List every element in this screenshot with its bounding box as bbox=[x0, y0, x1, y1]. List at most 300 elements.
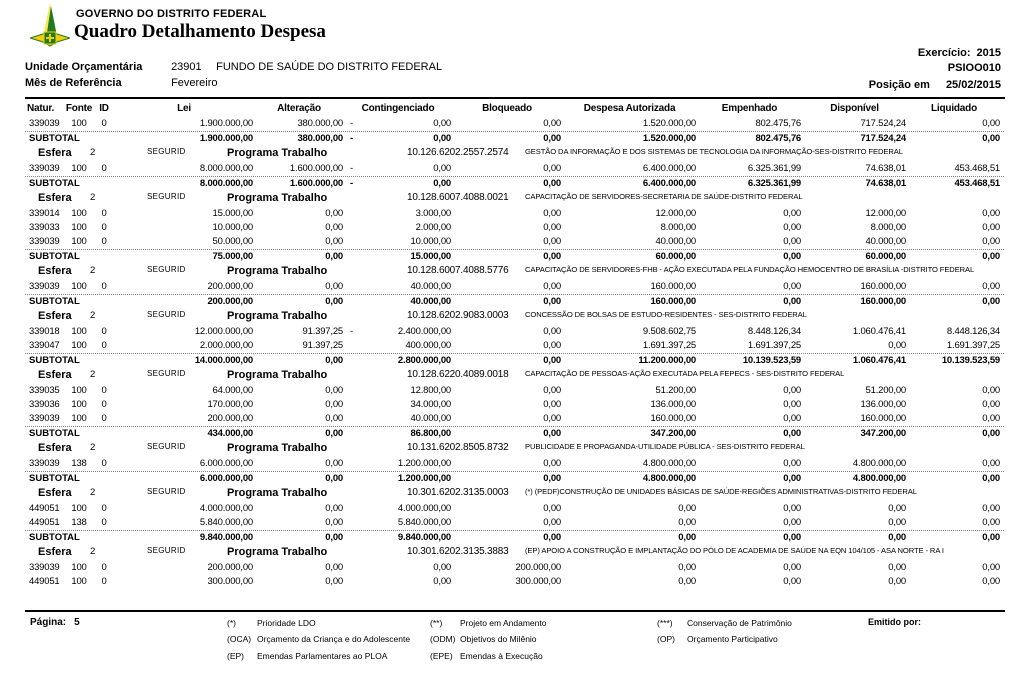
esfera-row bbox=[25, 485, 1004, 502]
cell: 100 bbox=[71, 503, 87, 514]
cell: 0 bbox=[101, 222, 107, 233]
cell: 8.000,00 bbox=[660, 222, 696, 233]
col-header-2: ID bbox=[99, 103, 109, 114]
cell: 717.524,24 bbox=[860, 133, 906, 144]
programa-trabalho-label: Programa Trabalho bbox=[227, 487, 328, 499]
esfera-value: 2 bbox=[90, 442, 96, 453]
table-row bbox=[25, 207, 1004, 221]
esfera-sphere: SEGURID bbox=[147, 192, 186, 201]
legend-tag: (***) bbox=[657, 618, 673, 628]
table-row bbox=[25, 162, 1004, 176]
cell: 449051 bbox=[29, 503, 60, 514]
cell: 138 bbox=[71, 458, 87, 469]
posicao bbox=[869, 78, 1001, 93]
cell: 0,00 bbox=[543, 208, 561, 219]
programa-trabalho-code: 10.126.6202.2557.2574 bbox=[407, 147, 509, 158]
cell: 347.200,00 bbox=[650, 428, 696, 439]
esfera-row bbox=[25, 145, 1004, 162]
table-row bbox=[25, 502, 1004, 516]
programa-trabalho-desc: PUBLICIDADE E PROPAGANDA-UTILIDADE PÚBLICA - SES-DISTRITO FEDERAL bbox=[525, 442, 805, 451]
programa-trabalho-desc: CONCESSÃO DE BOLSAS DE ESTUDO-RESIDENTES - SES-DISTRITO FEDERAL bbox=[525, 310, 807, 319]
cell: 4.800.000,00 bbox=[642, 458, 696, 469]
cell: 0,00 bbox=[325, 562, 343, 573]
legend-item bbox=[227, 615, 410, 631]
esfera-sphere: SEGURID bbox=[147, 147, 186, 156]
cell: 0,00 bbox=[982, 281, 1000, 292]
esfera-row bbox=[25, 544, 1004, 561]
col-header-5: Contingenciado bbox=[361, 103, 435, 114]
cell: 100 bbox=[71, 222, 87, 233]
cell: 1.691.397,25 bbox=[946, 340, 1000, 351]
cell: 0,00 bbox=[783, 458, 801, 469]
cell: 339039 bbox=[29, 236, 60, 247]
cell: 6.400.000,00 bbox=[642, 163, 696, 174]
programa-trabalho-label: Programa Trabalho bbox=[227, 147, 328, 159]
cell: 0,00 bbox=[543, 385, 561, 396]
esfera-row bbox=[25, 367, 1004, 384]
cell: 0,00 bbox=[982, 296, 1000, 307]
cell: 0,00 bbox=[325, 355, 343, 366]
esfera-row bbox=[25, 263, 1004, 280]
programa-trabalho-code: 10.301.6202.3135.3883 bbox=[407, 546, 509, 557]
cell: 1.600.000,00 - bbox=[289, 163, 353, 174]
cell: 14.000.000,00 bbox=[194, 355, 253, 366]
table-row bbox=[25, 325, 1004, 339]
subtotal-row bbox=[25, 249, 1004, 263]
cell: 0,00 bbox=[325, 532, 343, 543]
col-header-0: Natur. bbox=[27, 103, 55, 114]
cell: 1.520.000,00 bbox=[642, 133, 696, 144]
cell: 1.200.000,00 bbox=[397, 458, 451, 469]
programa-trabalho-label: Programa Trabalho bbox=[227, 192, 328, 204]
cell: 6.325.361,99 bbox=[747, 163, 801, 174]
unidade-name: FUNDO DE SAÚDE DO DISTRITO FEDERAL bbox=[216, 61, 443, 73]
cell: 0,00 bbox=[783, 532, 801, 543]
emitido-por-label: Emitido por: bbox=[868, 617, 921, 627]
header-divider bbox=[25, 97, 1005, 99]
cell: 0,00 bbox=[543, 178, 561, 189]
esfera-value: 2 bbox=[90, 369, 96, 380]
programa-trabalho-code: 10.128.6220.4089.0018 bbox=[407, 369, 509, 380]
subtotal-label: SUBTOTAL bbox=[29, 251, 80, 262]
cell: 0,00 bbox=[982, 385, 1000, 396]
cell: 1.060.476,41 bbox=[852, 355, 906, 366]
cell: 5.840.000,00 bbox=[199, 517, 253, 528]
cell: 51.200,00 bbox=[655, 385, 696, 396]
programa-trabalho-label: Programa Trabalho bbox=[227, 310, 328, 322]
cell: 0,00 bbox=[783, 503, 801, 514]
cell: 100 bbox=[71, 385, 87, 396]
mes-value: Fevereiro bbox=[171, 77, 218, 89]
cell: 8.448.126,34 bbox=[747, 326, 801, 337]
header-right bbox=[869, 46, 1001, 93]
cell: 802.475,76 bbox=[755, 118, 801, 129]
legend-text: Orçamento Participativo bbox=[687, 634, 778, 645]
cell: 339036 bbox=[29, 399, 60, 410]
cell: 9.508.602,75 bbox=[642, 326, 696, 337]
subtotal-label: SUBTOTAL bbox=[29, 133, 80, 144]
col-header-1: Fonte bbox=[65, 103, 93, 114]
cell: 4.000.000,00 bbox=[397, 503, 451, 514]
esfera-value: 2 bbox=[90, 546, 96, 557]
cell: 86.800,00 bbox=[410, 428, 451, 439]
cell: 339039 bbox=[29, 281, 60, 292]
cell: 9.840.000,00 bbox=[397, 532, 451, 543]
cell: 40.000,00 bbox=[410, 281, 451, 292]
cell: 0,00 bbox=[325, 281, 343, 292]
programa-trabalho-desc: CAPACITAÇÃO DE PESSOAS-AÇÃO EXECUTADA PELA FEPECS - SES-DISTRITO FEDERAL bbox=[525, 369, 845, 378]
subtotal-row bbox=[25, 353, 1004, 367]
cell: 1.900.000,00 bbox=[199, 133, 253, 144]
cell: 100 bbox=[71, 281, 87, 292]
cell: 100 bbox=[71, 208, 87, 219]
cell: 0 bbox=[101, 326, 107, 337]
esfera-label: Esfera bbox=[38, 147, 72, 159]
cell: 0,00 bbox=[783, 562, 801, 573]
cell: 0,00 bbox=[543, 281, 561, 292]
cell: 0,00 bbox=[325, 399, 343, 410]
esfera-label: Esfera bbox=[38, 442, 72, 454]
cell: 8.448.126,34 bbox=[946, 326, 1000, 337]
cell: 4.800.000,00 bbox=[642, 473, 696, 484]
cell: 0,00 bbox=[433, 118, 451, 129]
cell: 339033 bbox=[29, 222, 60, 233]
legend-item bbox=[430, 615, 546, 631]
cell: 339039 bbox=[29, 562, 60, 573]
cell: 0,00 bbox=[325, 251, 343, 262]
cell: 51.200,00 bbox=[865, 385, 906, 396]
cell: 15.000,00 bbox=[410, 251, 451, 262]
cell: 10.139.523,59 bbox=[742, 355, 801, 366]
cell: 6.400.000,00 bbox=[642, 178, 696, 189]
cell: 60.000,00 bbox=[865, 251, 906, 262]
cell: 0,00 bbox=[325, 503, 343, 514]
pagina-label: Página: bbox=[30, 617, 67, 628]
legend-text: Emendas Parlamentares ao PLOA bbox=[257, 650, 388, 661]
cell: 0,00 bbox=[325, 473, 343, 484]
esfera-label: Esfera bbox=[38, 487, 72, 499]
legend-tag: (ODM) bbox=[430, 634, 456, 645]
cell: 136.000,00 bbox=[860, 399, 906, 410]
table-row bbox=[25, 280, 1004, 294]
cell: 0,00 bbox=[982, 532, 1000, 543]
cell: 160.000,00 bbox=[650, 281, 696, 292]
subtotal-row bbox=[25, 176, 1004, 190]
cell: 0 bbox=[101, 281, 107, 292]
cell: 0,00 bbox=[325, 413, 343, 424]
cell: 1.691.397,25 bbox=[747, 340, 801, 351]
cell: 0,00 bbox=[982, 118, 1000, 129]
gdf-logo-icon bbox=[30, 3, 70, 48]
cell: 160.000,00 bbox=[860, 296, 906, 307]
cell: 12.000.000,00 bbox=[194, 326, 253, 337]
cell: 0 bbox=[101, 208, 107, 219]
cell: 74.638,01 bbox=[865, 178, 906, 189]
cell: 0,00 bbox=[982, 413, 1000, 424]
report-code: PSIOO010 bbox=[947, 62, 1001, 74]
cell: 0,00 bbox=[888, 517, 906, 528]
cell: 0,00 bbox=[783, 236, 801, 247]
cell: 347.200,00 bbox=[860, 428, 906, 439]
cell: 200.000,00 bbox=[207, 281, 253, 292]
cell: 0,00 bbox=[543, 413, 561, 424]
cell: 0,00 bbox=[783, 296, 801, 307]
cell: 0,00 bbox=[982, 503, 1000, 514]
unidade-orcamentaria bbox=[25, 61, 442, 73]
cell: 100 bbox=[71, 236, 87, 247]
cell: 0,00 bbox=[982, 562, 1000, 573]
cell: 4.800.000,00 bbox=[852, 458, 906, 469]
cell: 0,00 bbox=[783, 517, 801, 528]
cell: 300.000,00 bbox=[515, 576, 561, 587]
esfera-sphere: SEGURID bbox=[147, 310, 186, 319]
esfera-row bbox=[25, 308, 1004, 325]
cell: 2.400.000,00 bbox=[397, 326, 451, 337]
cell: 0,00 bbox=[783, 208, 801, 219]
cell: 0,00 bbox=[543, 251, 561, 262]
esfera-label: Esfera bbox=[38, 192, 72, 204]
cell: 0,00 bbox=[982, 236, 1000, 247]
col-header-4: Alteração bbox=[277, 103, 321, 114]
cell: 0,00 bbox=[433, 133, 451, 144]
esfera-sphere: SEGURID bbox=[147, 487, 186, 496]
cell: 0,00 bbox=[543, 133, 561, 144]
table-row bbox=[25, 384, 1004, 398]
cell: 0,00 bbox=[543, 163, 561, 174]
cell: 0,00 bbox=[325, 458, 343, 469]
cell: 1.520.000,00 bbox=[642, 118, 696, 129]
cell: 0,00 bbox=[982, 517, 1000, 528]
cell: 0,00 bbox=[678, 503, 696, 514]
table-row bbox=[25, 561, 1004, 575]
cell: 40.000,00 bbox=[865, 236, 906, 247]
subtotal-label: SUBTOTAL bbox=[29, 355, 80, 366]
table-row bbox=[25, 221, 1004, 235]
legend-item bbox=[657, 615, 792, 631]
cell: 8.000.000,00 bbox=[199, 163, 253, 174]
col-header-10: Liquidado bbox=[931, 103, 977, 114]
cell: 74.638,01 bbox=[865, 163, 906, 174]
col-header-3: Lei bbox=[177, 103, 191, 114]
table-row bbox=[25, 457, 1004, 471]
cell: 11.200.000,00 bbox=[638, 355, 696, 366]
cell: 0,00 bbox=[888, 562, 906, 573]
cell: 0,00 bbox=[433, 163, 451, 174]
cell: 0,00 bbox=[783, 222, 801, 233]
legend-tag: (OP) bbox=[657, 634, 675, 645]
cell: 339039 bbox=[29, 458, 60, 469]
esfera-sphere: SEGURID bbox=[147, 546, 186, 555]
cell: 9.840.000,00 bbox=[199, 532, 253, 543]
cell: 0,00 bbox=[543, 458, 561, 469]
cell: 5.840.000,00 bbox=[397, 517, 451, 528]
cell: 0,00 bbox=[982, 222, 1000, 233]
programa-trabalho-label: Programa Trabalho bbox=[227, 546, 328, 558]
esfera-value: 2 bbox=[90, 310, 96, 321]
cell: 160.000,00 bbox=[650, 413, 696, 424]
cell: 12.000,00 bbox=[655, 208, 696, 219]
cell: 0 bbox=[101, 562, 107, 573]
cell: 50.000,00 bbox=[212, 236, 253, 247]
cell: 449051 bbox=[29, 576, 60, 587]
cell: 0,00 bbox=[325, 576, 343, 587]
cell: 1.900.000,00 bbox=[199, 118, 253, 129]
page-number bbox=[30, 617, 80, 628]
cell: 34.000,00 bbox=[410, 399, 451, 410]
cell: 64.000,00 bbox=[212, 385, 253, 396]
cell: 1.691.397,25 bbox=[642, 340, 696, 351]
programa-trabalho-code: 10.131.6202.8505.8732 bbox=[407, 442, 509, 453]
cell: 0,00 bbox=[325, 428, 343, 439]
cell: 0,00 bbox=[543, 326, 561, 337]
cell: 0,00 bbox=[783, 428, 801, 439]
cell: 339039 bbox=[29, 118, 60, 129]
cell: 0,00 bbox=[543, 236, 561, 247]
cell: 2.800.000,00 bbox=[397, 355, 451, 366]
cell: 100 bbox=[71, 399, 87, 410]
cell: 0,00 bbox=[678, 576, 696, 587]
legend-text: Objetivos do Milênio bbox=[460, 634, 537, 645]
cell: 0,00 bbox=[543, 222, 561, 233]
cell: 0,00 bbox=[325, 222, 343, 233]
cell: 0,00 bbox=[783, 399, 801, 410]
expense-table bbox=[25, 101, 1004, 589]
cell: 339047 bbox=[29, 340, 60, 351]
cell: 40.000,00 bbox=[410, 413, 451, 424]
cell: 1.060.476,41 bbox=[852, 326, 906, 337]
legend-column-3 bbox=[657, 615, 792, 648]
cell: 0,00 bbox=[543, 503, 561, 514]
exercicio-label: Exercício: bbox=[917, 47, 971, 59]
esfera-row bbox=[25, 440, 1004, 457]
cell: 0,00 bbox=[325, 517, 343, 528]
cell: 0,00 bbox=[783, 473, 801, 484]
cell: 339014 bbox=[29, 208, 60, 219]
cell: 200.000,00 bbox=[207, 413, 253, 424]
esfera-sphere: SEGURID bbox=[147, 265, 186, 274]
unidade-code: 23901 bbox=[171, 61, 202, 73]
cell: 0,00 bbox=[982, 133, 1000, 144]
cell: 0,00 bbox=[982, 473, 1000, 484]
cell: 0,00 bbox=[325, 296, 343, 307]
cell: 6.000.000,00 bbox=[199, 473, 253, 484]
subtotal-row bbox=[25, 471, 1004, 485]
report-title: Quadro Detalhamento Despesa bbox=[74, 21, 326, 42]
cell: 100 bbox=[71, 163, 87, 174]
org-name: GOVERNO DO DISTRITO FEDERAL bbox=[76, 8, 267, 20]
programa-trabalho-desc: (EP) APOIO A CONSTRUÇÃO E IMPLANTAÇÃO DO PÓLO DE ACADEMIA DE SAÚDE NA EQN 104/105 - ASA NORTE - RA I bbox=[525, 546, 944, 555]
cell: 0,00 bbox=[888, 576, 906, 587]
cell: 138 bbox=[71, 517, 87, 528]
subtotal-row bbox=[25, 131, 1004, 145]
cell: 453.468,51 bbox=[954, 163, 1000, 174]
legend-column-2 bbox=[430, 615, 546, 664]
cell: 75.000,00 bbox=[212, 251, 253, 262]
programa-trabalho-desc: CAPACITAÇÃO DE SERVIDORES-SECRETARIA DE SAÚDE-DISTRITO FEDERAL bbox=[525, 192, 803, 201]
legend-item bbox=[657, 631, 792, 647]
cell: 0,00 bbox=[888, 503, 906, 514]
mes-label: Mês de Referência bbox=[25, 77, 122, 89]
subtotal-label: SUBTOTAL bbox=[29, 178, 80, 189]
esfera-value: 2 bbox=[90, 147, 96, 158]
cell: 434.000,00 bbox=[207, 428, 253, 439]
cell: 12.000,00 bbox=[865, 208, 906, 219]
cell: 0,00 bbox=[325, 385, 343, 396]
cell: 10.139.523,59 bbox=[941, 355, 1000, 366]
subtotal-label: SUBTOTAL bbox=[29, 428, 80, 439]
cell: 170.000,00 bbox=[207, 399, 253, 410]
subtotal-label: SUBTOTAL bbox=[29, 532, 80, 543]
cell: 1.600.000,00 - bbox=[289, 178, 353, 189]
cell: 160.000,00 bbox=[650, 296, 696, 307]
cell: 0,00 bbox=[543, 532, 561, 543]
programa-trabalho-label: Programa Trabalho bbox=[227, 369, 328, 381]
table-row bbox=[25, 575, 1004, 589]
cell: 100 bbox=[71, 576, 87, 587]
cell: 339035 bbox=[29, 385, 60, 396]
esfera-sphere: SEGURID bbox=[147, 369, 186, 378]
table-row bbox=[25, 412, 1004, 426]
cell: 136.000,00 bbox=[650, 399, 696, 410]
cell: 0,00 bbox=[982, 251, 1000, 262]
legend-tag: (*) bbox=[227, 618, 236, 628]
cell: 339039 bbox=[29, 163, 60, 174]
esfera-row bbox=[25, 190, 1004, 207]
cell: 380.000,00 - bbox=[297, 133, 353, 144]
cell: 10.000,00 bbox=[410, 236, 451, 247]
legend-tag: (**) bbox=[430, 618, 443, 628]
cell: 0 bbox=[101, 503, 107, 514]
cell: 0,00 bbox=[325, 236, 343, 247]
cell: 100 bbox=[71, 118, 87, 129]
esfera-value: 2 bbox=[90, 487, 96, 498]
cell: 0,00 bbox=[325, 208, 343, 219]
cell: 100 bbox=[71, 562, 87, 573]
cell: 300.000,00 bbox=[207, 576, 253, 587]
mes-referencia bbox=[25, 77, 218, 89]
cell: 0,00 bbox=[543, 118, 561, 129]
programa-trabalho-desc: GESTÃO DA INFORMAÇÃO E DOS SISTEMAS DE TECNOLOGIA DA INFORMAÇÃO-SES-DISTRITO FEDERAL bbox=[525, 147, 903, 156]
legend-item bbox=[227, 648, 410, 664]
unidade-label: Unidade Orçamentária bbox=[25, 61, 143, 73]
subtotal-label: SUBTOTAL bbox=[29, 473, 80, 484]
esfera-label: Esfera bbox=[38, 265, 72, 277]
cell: 0 bbox=[101, 517, 107, 528]
cell: 15.000,00 bbox=[212, 208, 253, 219]
esfera-label: Esfera bbox=[38, 546, 72, 558]
cell: 6.000.000,00 bbox=[199, 458, 253, 469]
cell: 0,00 bbox=[982, 399, 1000, 410]
cell: 0 bbox=[101, 399, 107, 410]
cell: 0,00 bbox=[982, 428, 1000, 439]
cell: 40.000,00 bbox=[655, 236, 696, 247]
programa-trabalho-label: Programa Trabalho bbox=[227, 265, 328, 277]
cell: 0,00 bbox=[543, 355, 561, 366]
cell: 0,00 bbox=[783, 251, 801, 262]
cell: 0 bbox=[101, 163, 107, 174]
cell: 0,00 bbox=[543, 473, 561, 484]
cell: 4.000.000,00 bbox=[199, 503, 253, 514]
programa-trabalho-desc: CAPACITAÇÃO DE SERVIDORES-FHB - AÇÃO EXECUTADA PELA FUNDAÇÃO HEMOCENTRO DE BRASÍLIA -DISTRITO FEDERAL bbox=[525, 265, 975, 274]
cell: 0,00 bbox=[543, 340, 561, 351]
legend-text: Orçamento da Criança e do Adolescente bbox=[257, 634, 411, 645]
programa-trabalho-code: 10.128.6007.4088.5776 bbox=[407, 265, 509, 276]
cell: 0,00 bbox=[982, 576, 1000, 587]
legend-column-1 bbox=[227, 615, 410, 664]
legend-tag: (EPE) bbox=[430, 650, 453, 661]
cell: 449051 bbox=[29, 517, 60, 528]
cell: 339039 bbox=[29, 413, 60, 424]
